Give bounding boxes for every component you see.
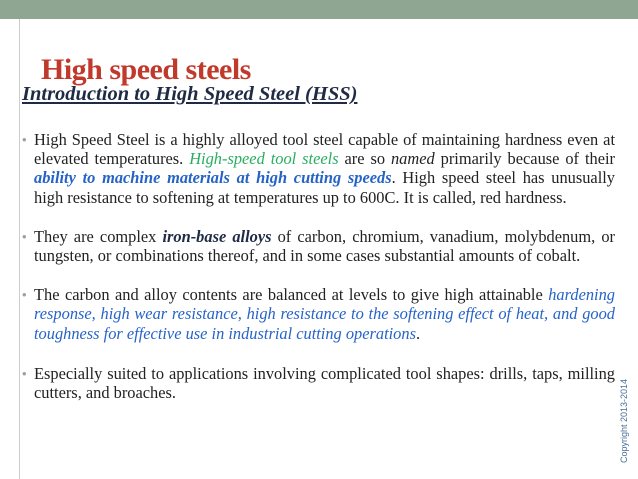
bullet-text: . High speed steel has unusually high resistance to softening at temperatures up to 600C. It is called, red hardness. [34, 168, 615, 207]
emphasis-iron-base-alloys: iron-base alloys [162, 226, 272, 246]
emphasis-high-speed-tool-steels: High-speed tool steels [189, 149, 339, 169]
bullet-dot: • [22, 228, 27, 244]
emphasis-hardening-response: hardening response, high wear resistance, high resistance to the softening effect of heat, and good toughness for effective use in industrial cutting operations [34, 285, 615, 343]
bullet-text: High Speed Steel is a highly alloyed tool steel capable of maintaining hardness even at elevated temperatures. [34, 130, 615, 169]
bullet-text: primarily because of their [434, 149, 615, 169]
bullet-dot: • [22, 365, 27, 381]
left-border-line [19, 19, 20, 479]
bullet-item-iron-base-alloys [22, 227, 615, 265]
bullet-text: . [415, 323, 421, 343]
bullet-dot: • [22, 132, 27, 147]
emphasis-named: named [390, 149, 435, 169]
slide-title: High speed steels [41, 53, 251, 86]
bullet-item-applications [22, 364, 615, 402]
bullet-item-hss-definition [22, 130, 615, 207]
bullet-item-carbon-alloy-contents [22, 285, 615, 343]
bullet-list [22, 130, 615, 402]
bullet-text: of carbon, chromium, vanadium, molybdenum, or tungsten, or combinations thereof, and in some cases substantial amounts of cobalt. [34, 226, 615, 266]
top-accent-bar [0, 0, 638, 19]
bullet-text: are so [338, 149, 391, 169]
bullet-dot: • [22, 287, 27, 303]
bullet-text: Especially suited to applications involving complicated tool shapes: drills, taps, milling cutters, and broaches. [34, 363, 615, 403]
bullet-text: They are complex [34, 226, 163, 246]
slide-subtitle: Introduction to High Speed Steel (HSS) [22, 83, 358, 105]
bullet-text: The carbon and alloy contents are balanced at levels to give high attainable [34, 285, 549, 305]
emphasis-ability-to-machine: ability to machine materials at high cutting speeds [34, 168, 392, 188]
copyright-notice: Copyright 2013-2014 [619, 378, 629, 463]
